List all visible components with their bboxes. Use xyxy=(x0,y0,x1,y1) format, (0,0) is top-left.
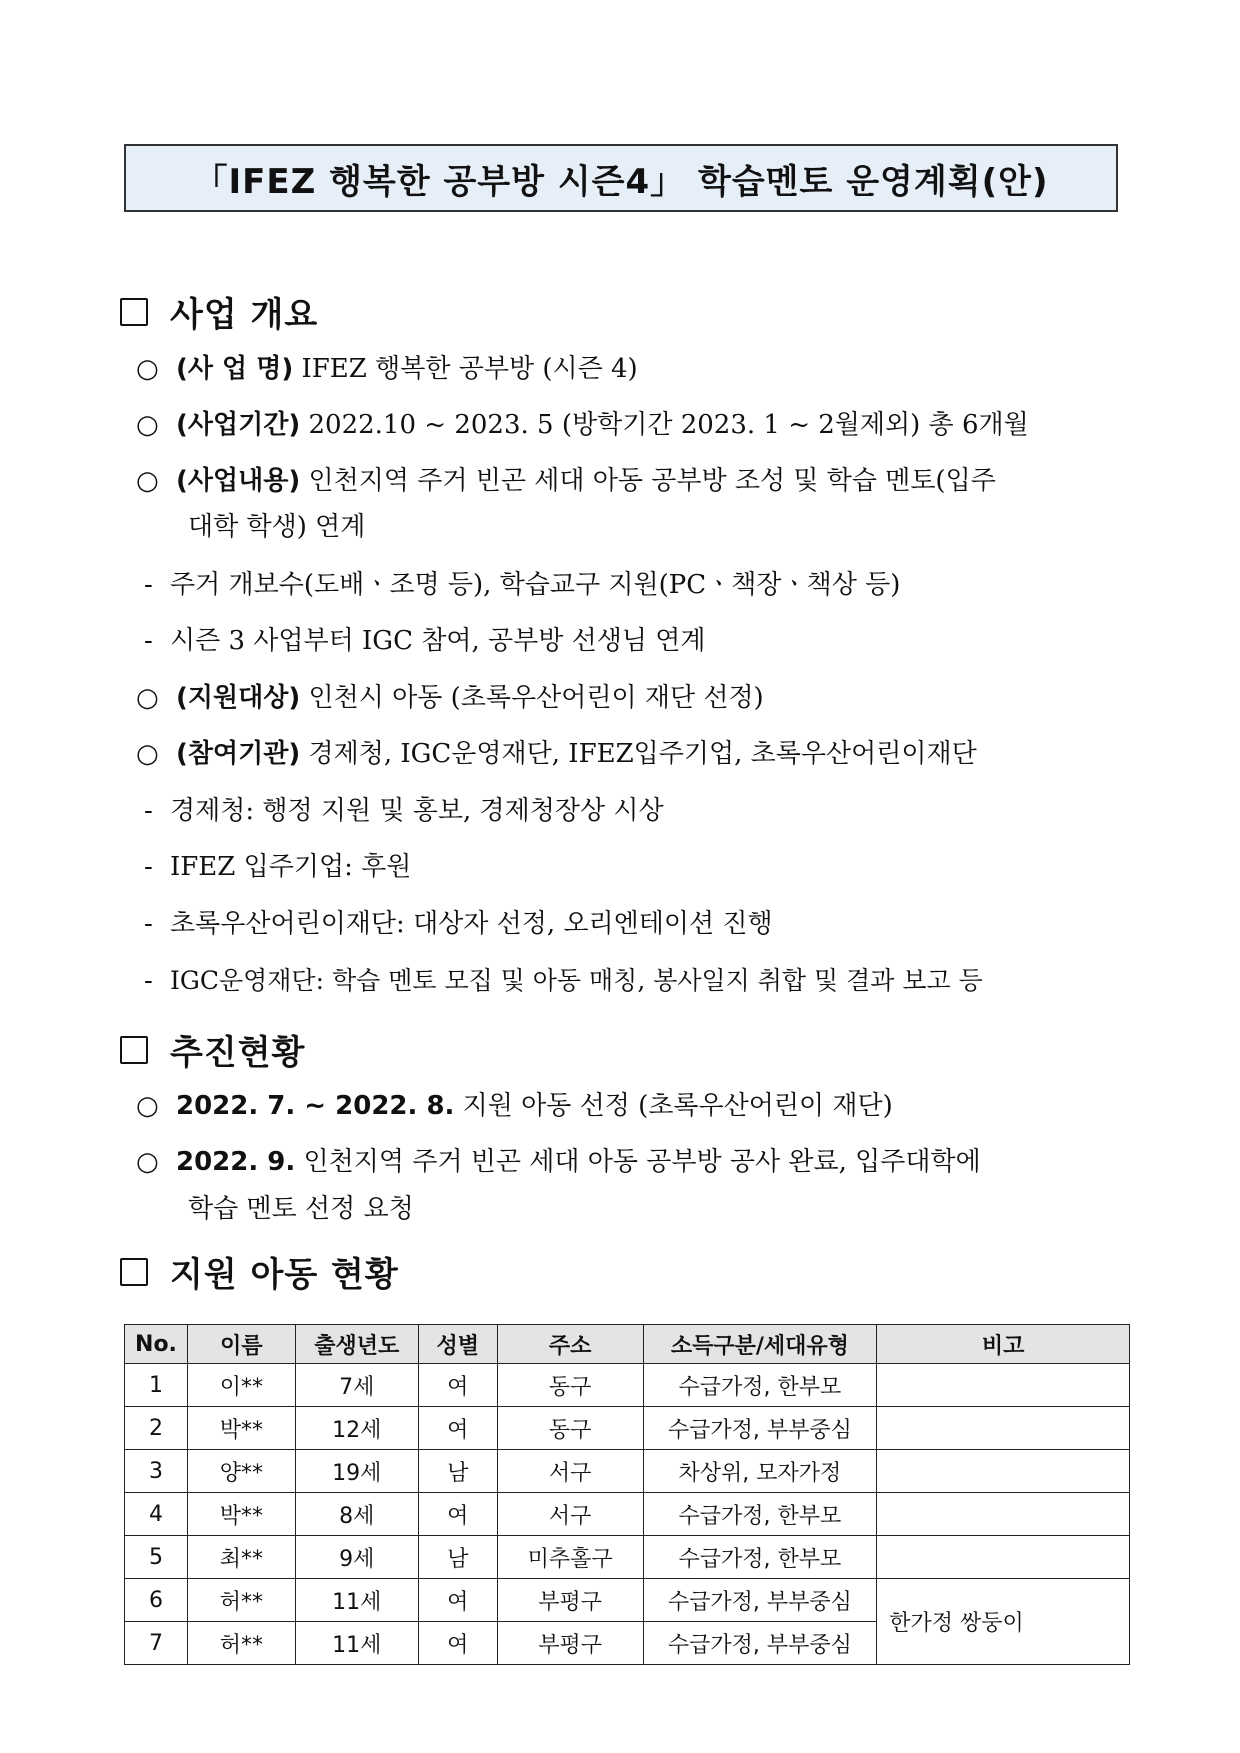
cell-remarks xyxy=(877,1407,1130,1450)
checkbox-square-icon xyxy=(120,298,148,326)
cell-income-type: 수급가정, 부부중심 xyxy=(643,1579,877,1622)
cell-gender: 남 xyxy=(418,1450,497,1493)
cell-no: 3 xyxy=(125,1450,188,1493)
table-row xyxy=(125,1364,1130,1407)
circle-bullet-icon: ○ xyxy=(136,354,159,384)
cell-name: 박** xyxy=(187,1493,295,1536)
partner-sub-item: IFEZ 입주기업: 후원 xyxy=(170,852,412,882)
children-table xyxy=(124,1324,1130,1665)
cell-remarks xyxy=(877,1536,1130,1579)
overview-item-name: (사 업 명) IFEZ 행복한 공부방 (시즌 4) xyxy=(176,354,638,384)
cell-gender: 여 xyxy=(418,1493,497,1536)
cell-address: 서구 xyxy=(497,1450,643,1493)
cell-no: 1 xyxy=(125,1364,188,1407)
cell-remarks xyxy=(877,1493,1130,1536)
cell-address: 동구 xyxy=(497,1407,643,1450)
progress-item-cont: 학습 멘토 선정 요청 xyxy=(188,1194,414,1224)
cell-gender: 여 xyxy=(418,1407,497,1450)
section-heading-progress xyxy=(120,1025,305,1074)
progress-item: 2022. 7. ~ 2022. 8. 지원 아동 선정 (초록우산어린이 재단) xyxy=(176,1091,893,1121)
table-row xyxy=(125,1536,1130,1579)
cell-gender: 남 xyxy=(418,1536,497,1579)
document-title: 「IFEZ 행복한 공부방 시즌4」 학습멘토 운영계획(안) xyxy=(193,161,1049,202)
cell-age: 11세 xyxy=(295,1622,418,1665)
table-row xyxy=(125,1450,1130,1493)
dash-bullet: - xyxy=(144,852,153,882)
cell-address: 부평구 xyxy=(497,1579,643,1622)
circle-bullet-icon: ○ xyxy=(136,410,159,440)
dash-bullet: - xyxy=(144,570,153,600)
section-heading-text: 지원 아동 현황 xyxy=(170,1255,399,1295)
cell-no: 7 xyxy=(125,1622,188,1665)
cell-remarks xyxy=(877,1450,1130,1493)
content-sub-item: 주거 개보수(도배ㆍ조명 등), 학습교구 지원(PCㆍ책장ㆍ책상 등) xyxy=(170,570,901,600)
section-heading-text: 사업 개요 xyxy=(170,295,319,335)
checkbox-square-icon xyxy=(120,1036,148,1064)
cell-age: 12세 xyxy=(295,1407,418,1450)
table-row xyxy=(125,1493,1130,1536)
column-header: 이름 xyxy=(187,1325,295,1364)
cell-age: 11세 xyxy=(295,1579,418,1622)
dash-bullet: - xyxy=(144,909,153,939)
cell-age: 9세 xyxy=(295,1536,418,1579)
overview-item-content: (사업내용) 인천지역 주거 빈곤 세대 아동 공부방 조성 및 학습 멘토(입주 xyxy=(176,466,996,496)
circle-bullet-icon: ○ xyxy=(136,683,159,713)
dash-bullet: - xyxy=(144,796,153,826)
overview-item-target: (지원대상) 인천시 아동 (초록우산어린이 재단 선정) xyxy=(176,683,764,713)
overview-item-partners: (참여기관) 경제청, IGC운영재단, IFEZ입주기업, 초록우산어린이재단 xyxy=(176,739,977,769)
circle-bullet-icon: ○ xyxy=(136,1091,159,1121)
section-heading-children xyxy=(120,1247,399,1296)
section-heading-overview xyxy=(120,287,318,336)
cell-address: 서구 xyxy=(497,1493,643,1536)
cell-name: 허** xyxy=(187,1579,295,1622)
cell-name: 이** xyxy=(187,1364,295,1407)
cell-income-type: 수급가정, 한부모 xyxy=(643,1493,877,1536)
overview-item-period: (사업기간) 2022.10 ~ 2023. 5 (방학기간 2023. 1 ~ 2월제외) 총 6개월 xyxy=(176,410,1029,440)
circle-bullet-icon: ○ xyxy=(136,1147,159,1177)
cell-no: 4 xyxy=(125,1493,188,1536)
dash-bullet: - xyxy=(144,966,153,996)
table-row xyxy=(125,1407,1130,1450)
cell-income-type: 수급가정, 부부중심 xyxy=(643,1407,877,1450)
cell-remarks: 한가정 쌍둥이 xyxy=(877,1579,1130,1665)
cell-income-type: 수급가정, 한부모 xyxy=(643,1536,877,1579)
partner-sub-item: 경제청: 행정 지원 및 홍보, 경제청장상 시상 xyxy=(170,796,664,826)
partner-sub-item: IGC운영재단: 학습 멘토 모집 및 아동 매칭, 봉사일지 취합 및 결과 보고 등 xyxy=(170,966,983,995)
column-header: 성별 xyxy=(418,1325,497,1364)
section-heading-text: 추진현황 xyxy=(170,1033,306,1073)
cell-income-type: 수급가정, 부부중심 xyxy=(643,1622,877,1665)
cell-income-type: 수급가정, 한부모 xyxy=(643,1364,877,1407)
circle-bullet-icon: ○ xyxy=(136,739,159,769)
cell-name: 허** xyxy=(187,1622,295,1665)
cell-gender: 여 xyxy=(418,1364,497,1407)
dash-bullet: - xyxy=(144,626,153,656)
cell-name: 박** xyxy=(187,1407,295,1450)
cell-remarks xyxy=(877,1364,1130,1407)
table-header-row xyxy=(125,1325,1130,1364)
column-header: 소득구분/세대유형 xyxy=(643,1325,877,1364)
cell-address: 미추홀구 xyxy=(497,1536,643,1579)
column-header: 출생년도 xyxy=(295,1325,418,1364)
document-title-box xyxy=(124,144,1118,212)
content-sub-item: 시즌 3 사업부터 IGC 참여, 공부방 선생님 연계 xyxy=(170,626,706,656)
checkbox-square-icon xyxy=(120,1258,148,1286)
cell-age: 7세 xyxy=(295,1364,418,1407)
cell-address: 부평구 xyxy=(497,1622,643,1665)
column-header: No. xyxy=(125,1325,188,1364)
overview-item-content-cont: 대학 학생) 연계 xyxy=(188,512,366,542)
cell-name: 최** xyxy=(187,1536,295,1579)
cell-gender: 여 xyxy=(418,1579,497,1622)
cell-no: 2 xyxy=(125,1407,188,1450)
column-header: 비고 xyxy=(877,1325,1130,1364)
partner-sub-item: 초록우산어린이재단: 대상자 선정, 오리엔테이션 진행 xyxy=(170,909,773,939)
cell-age: 8세 xyxy=(295,1493,418,1536)
progress-item: 2022. 9. 인천지역 주거 빈곤 세대 아동 공부방 공사 완료, 입주대학에 xyxy=(176,1147,981,1177)
cell-address: 동구 xyxy=(497,1364,643,1407)
cell-name: 양** xyxy=(187,1450,295,1493)
circle-bullet-icon: ○ xyxy=(136,466,159,496)
column-header: 주소 xyxy=(497,1325,643,1364)
cell-no: 5 xyxy=(125,1536,188,1579)
table-row xyxy=(125,1579,1130,1622)
cell-income-type: 차상위, 모자가정 xyxy=(643,1450,877,1493)
cell-age: 19세 xyxy=(295,1450,418,1493)
cell-gender: 여 xyxy=(418,1622,497,1665)
cell-no: 6 xyxy=(125,1579,188,1622)
